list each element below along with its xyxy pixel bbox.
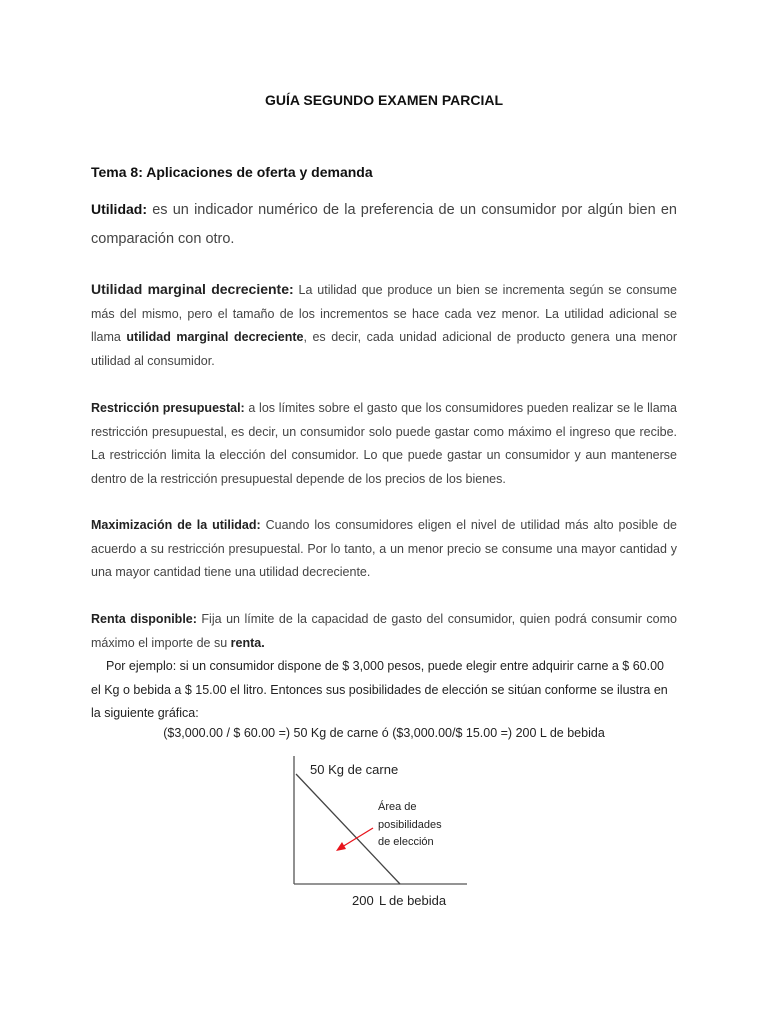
- bold-renta: renta.: [230, 635, 265, 650]
- budget-constraint-figure: [286, 752, 486, 912]
- term-maximizacion: Maximización de la utilidad:: [91, 518, 261, 532]
- annotation-line-1: Área de: [378, 801, 417, 813]
- annotation-line-3: de elección: [378, 836, 434, 848]
- text-restriccion: a los límites sobre el gasto que los consumidores pueden realizar se le llama restricción presupuestal, es decir, un consumidor solo puede gastar como máximo el ingreso que recibe. La restricción limita la elección del consumidor. Lo que puede gastar un consumidor y aun mantenerse dentro de la restricción presupuestal depende de los precios de los bienes.: [91, 401, 678, 486]
- topic-heading: Tema 8: Aplicaciones de oferta y demanda: [91, 164, 373, 180]
- annotation-line-2: posibilidades: [378, 819, 442, 831]
- paragraph-utilidad: [91, 195, 677, 254]
- x-axis-label-unit: L: [379, 893, 387, 908]
- text-ejemplo: Por ejemplo: si un consumidor dispone de $ 3,000 pesos, puede elegir entre adquirir carne a $ 60.00 el Kg o bebida a $ 15.00 el litro. Entonces sus posibilidades de elección se sitúan conforme se ilustra en la siguiente gráfica:: [91, 659, 668, 720]
- annotation-arrow-shaft: [342, 828, 373, 847]
- text-maximizacion: Cuando los consumidores eligen el nivel de utilidad más alto posible de acuerdo a su restricción presupuestal. Por lo tanto, a un menor precio se consume una mayor cantidad y una mayor cantidad tiene una utilidad decreciente.: [91, 518, 678, 579]
- paragraph-utilidad-marginal: [91, 278, 677, 373]
- paragraph-renta: [91, 608, 677, 655]
- y-axis-label: 50 Kg de carne: [310, 762, 399, 777]
- annotation-arrow-head: [336, 842, 346, 851]
- x-axis-label-number: 200: [352, 893, 374, 908]
- formula-line: ($3,000.00 / $ 60.00 =) 50 Kg de carne ó ($3,000.00/$ 15.00 =) 200 L de bebida: [163, 726, 605, 740]
- text-utilidad-marginal-1: La utilidad que produce un bien se incrementa según se consume más del mismo, pero el tamaño de los incrementos se hace cada vez menor. La utilidad adicional se llama: [91, 283, 677, 344]
- text-renta: Fija un límite de la capacidad de gasto del consumidor, quien podrá consumir como máximo el importe de su: [91, 612, 677, 650]
- paragraph-maximizacion: [91, 514, 677, 585]
- paragraph-ejemplo: [91, 655, 677, 726]
- x-axis-label-text: de bebida: [389, 893, 447, 908]
- term-restriccion: Restricción presupuestal:: [91, 401, 245, 415]
- document-title: GUÍA SEGUNDO EXAMEN PARCIAL: [264, 92, 503, 108]
- text-utilidad: es un indicador numérico de la preferencia de un consumidor por algún bien en comparación con otro.: [91, 202, 677, 247]
- term-utilidad: Utilidad:: [91, 201, 147, 217]
- text-utilidad-marginal-2: , es decir, cada unidad adicional de producto genera una menor utilidad al consumidor.: [91, 330, 678, 368]
- bold-utilidad-marginal: utilidad marginal decreciente: [126, 330, 304, 344]
- term-utilidad-marginal: Utilidad marginal decreciente:: [91, 281, 294, 297]
- paragraph-restriccion: [91, 397, 677, 491]
- term-renta: Renta disponible:: [91, 612, 197, 626]
